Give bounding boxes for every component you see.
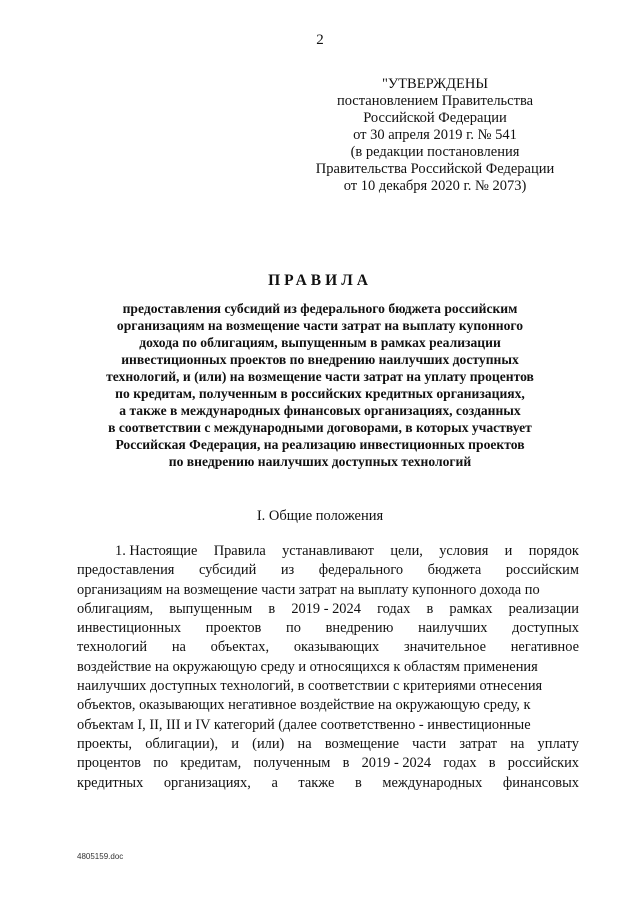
- approval-line: постановлением Правительства: [336, 93, 534, 109]
- approval-line: Российской Федерации: [363, 110, 507, 126]
- body-word: уплату: [537, 735, 579, 752]
- body-word: порядок: [528, 543, 579, 559]
- body-word: в: [488, 755, 496, 772]
- approval-line: от 30 апреля 2019 г. № 541: [353, 127, 517, 143]
- subtitle-line: технологий, и (или) на возмещение части затрат на уплату процентов: [106, 369, 534, 384]
- body-word: кредитных: [77, 774, 144, 791]
- body-word: международных: [382, 774, 483, 791]
- body-word: российских: [507, 755, 579, 772]
- body-word: и: [504, 543, 513, 559]
- approval-line: "УТВЕРЖДЕНЫ: [382, 76, 488, 92]
- body-word: из: [280, 562, 295, 579]
- body-word: на: [510, 735, 525, 752]
- body-word: облигациям,: [77, 600, 154, 617]
- body-word: наилучших: [418, 620, 488, 637]
- body-word: облигации),: [145, 735, 219, 752]
- section-heading: I. Общие положения: [256, 508, 384, 524]
- subtitle-line: а также в международных финансовых организациях, созданных: [119, 403, 521, 418]
- body-word: на: [171, 639, 186, 656]
- body-word: 2019 - 2024: [361, 755, 432, 772]
- body-word: затрат: [459, 735, 498, 752]
- body-word: воздействие на окружающую среду и относящихся к областям применения: [77, 658, 538, 675]
- body-word: доступных: [512, 620, 579, 637]
- subtitle-line: Российская Федерация, на реализацию инвестиционных проектов: [115, 437, 525, 452]
- body-word: наилучших доступных технологий, в соответствии с критериями отнесения: [77, 678, 543, 695]
- body-word: негативное: [510, 639, 579, 656]
- body-paragraph: [77, 542, 579, 793]
- body-line: [77, 600, 579, 619]
- body-word: технологий: [77, 639, 148, 656]
- body-line: [77, 638, 579, 657]
- body-word: в: [355, 774, 362, 791]
- body-line: [77, 542, 579, 561]
- body-word: федерального: [318, 562, 404, 579]
- body-word: реализации: [508, 600, 579, 617]
- body-word: условия: [439, 543, 489, 559]
- body-word: полученным: [253, 755, 331, 772]
- body-word: проекты,: [77, 735, 133, 752]
- document-title: ПРАВИЛА: [268, 272, 372, 289]
- body-word: 1. Настоящие: [115, 543, 198, 559]
- body-line: [77, 754, 579, 773]
- body-line: [77, 716, 579, 735]
- body-word: организациям на возмещение части затрат на выплату купонного дохода по: [77, 581, 540, 598]
- body-word: на: [297, 735, 312, 752]
- body-line: [77, 735, 579, 754]
- body-word: (или): [252, 735, 285, 752]
- approval-line: Правительства Российской Федерации: [315, 161, 555, 177]
- body-word: в: [268, 600, 276, 617]
- page-number: 2: [316, 32, 324, 48]
- document-file-code: 4805159.doc: [77, 852, 124, 861]
- body-line: [77, 581, 579, 600]
- body-word: а: [271, 774, 278, 791]
- body-word: российским: [505, 562, 579, 579]
- body-line: [77, 619, 579, 638]
- body-word: инвестиционных: [77, 620, 182, 637]
- body-word: рамках: [449, 600, 493, 617]
- subtitle-line: дохода по облигациям, выпущенным в рамках реализации: [139, 335, 501, 350]
- body-word: объектам I, II, III и IV категорий (далее соответственно - инвестиционные: [77, 716, 531, 733]
- body-word: 2019 - 2024: [291, 600, 361, 617]
- body-word: устанавливают: [282, 543, 374, 559]
- body-word: годах: [377, 600, 411, 617]
- body-word: выпущенным: [169, 600, 253, 617]
- body-word: в: [426, 600, 434, 617]
- body-word: значительное: [403, 639, 486, 656]
- body-word: по: [286, 620, 301, 637]
- body-line: [77, 658, 579, 677]
- subtitle-line: инвестиционных проектов по внедрению наилучших доступных: [121, 352, 519, 367]
- body-word: возмещение: [324, 735, 399, 752]
- body-line: [77, 774, 579, 793]
- body-word: кредитам,: [180, 755, 242, 772]
- body-word: процентов: [77, 755, 141, 772]
- body-word: объектах,: [210, 639, 270, 656]
- document-subtitle: [60, 300, 580, 470]
- subtitle-line: по кредитам, полученным в российских кредитных организациях,: [115, 386, 525, 401]
- body-word: также: [298, 774, 335, 791]
- body-word: по: [153, 755, 169, 772]
- body-word: цели,: [390, 543, 423, 559]
- body-word: внедрению: [325, 620, 394, 637]
- approval-stamp: [300, 76, 570, 195]
- body-line: [77, 677, 579, 696]
- approval-line: (в редакции постановления: [350, 144, 520, 160]
- body-word: предоставления: [77, 562, 175, 579]
- body-line: [77, 696, 579, 715]
- body-word: организациях,: [163, 774, 251, 791]
- body-word: объектов, оказывающих негативное воздействие на окружающую среду, к: [77, 697, 531, 714]
- body-word: части: [412, 735, 447, 752]
- subtitle-line: предоставления субсидий из федерального бюджета российским: [122, 301, 518, 316]
- body-word: оказывающих: [293, 639, 380, 656]
- subtitle-line: организациям на возмещение части затрат на выплату купонного: [116, 318, 524, 333]
- body-word: в: [342, 755, 350, 772]
- approval-line: от 10 декабря 2020 г. № 2073): [343, 178, 527, 194]
- body-word: Правила: [213, 543, 266, 559]
- body-line: [77, 561, 579, 580]
- body-word: и: [231, 735, 239, 752]
- body-word: проектов: [205, 620, 262, 637]
- body-word: годах: [443, 755, 477, 772]
- subtitle-line: в соответствии с международными договорами, в которых участвует: [108, 420, 532, 435]
- body-word: бюджета: [427, 562, 482, 579]
- subtitle-line: по внедрению наилучших доступных технологий: [168, 454, 472, 469]
- body-word: субсидий: [198, 562, 257, 579]
- body-word: финансовых: [502, 774, 579, 791]
